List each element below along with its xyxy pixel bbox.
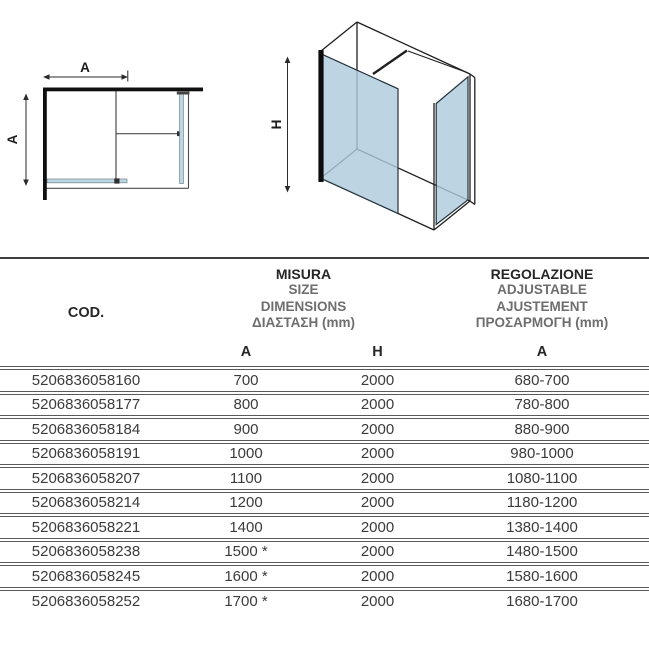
- glass-panel-iso-left: [321, 54, 398, 214]
- a-cell: 900: [172, 417, 320, 442]
- a-cell: 1100: [172, 466, 320, 491]
- h-cell: 2000: [320, 417, 435, 442]
- a-cell: 700: [172, 368, 320, 393]
- adjust-cell: 1180-1200: [435, 491, 649, 516]
- h-cell: 2000: [320, 589, 435, 614]
- h-cell: 2000: [320, 564, 435, 589]
- h-cell: 2000: [320, 442, 435, 467]
- wall-bracket: [177, 92, 190, 95]
- size-header-en: SIZE: [288, 282, 319, 297]
- adjust-header-gr: ΠΡΟΣΑΡΜΟΓΗ (mm): [475, 315, 609, 330]
- cod-cell: 5206836058184: [0, 417, 172, 442]
- support-bar: [373, 51, 407, 75]
- table-row: [0, 491, 649, 516]
- a-cell: 1600 *: [172, 564, 320, 589]
- size-column-header: [172, 258, 435, 338]
- h-cell: 2000: [320, 466, 435, 491]
- cod-column-header: COD.: [67, 304, 105, 321]
- cod-cell: 5206836058252: [0, 589, 172, 614]
- table-row: [0, 368, 649, 393]
- adjust-cell: 1080-1100: [435, 466, 649, 491]
- adjust-cell: 980-1000: [435, 442, 649, 467]
- size-header-it: MISURA: [275, 265, 332, 282]
- cod-cell: 5206836058207: [0, 466, 172, 491]
- technical-drawings: [0, 0, 649, 256]
- adjust-header-it: REGOLAZIONE: [490, 265, 594, 282]
- adjustable-column-header: [435, 258, 649, 338]
- adjust-cell: 1580-1600: [435, 564, 649, 589]
- glass-panel-plan-right: [180, 93, 184, 184]
- cod-cell: 5206836058191: [0, 442, 172, 467]
- wall-edge-iso: [318, 50, 323, 182]
- wall-top: [43, 88, 203, 92]
- a-cell: 1200: [172, 491, 320, 516]
- iso-height-label: H: [269, 119, 284, 130]
- table-row: [0, 393, 649, 418]
- subheader-a: A: [240, 344, 252, 360]
- table-header-row: [0, 258, 649, 338]
- cod-cell: 5206836058160: [0, 368, 172, 393]
- adjust-cell: 880-900: [435, 417, 649, 442]
- a-cell: 800: [172, 393, 320, 418]
- cod-cell: 5206836058245: [0, 564, 172, 589]
- h-cell: 2000: [320, 491, 435, 516]
- table-row: [0, 540, 649, 565]
- adjust-header-fr: AJUSTEMENT: [496, 298, 588, 314]
- plan-view-diagram: [5, 60, 203, 200]
- adjust-cell: 680-700: [435, 368, 649, 393]
- table-row: [0, 515, 649, 540]
- h-cell: 2000: [320, 393, 435, 418]
- table-row: [0, 417, 649, 442]
- plan-width-label: A: [80, 60, 90, 75]
- adjust-cell: 1480-1500: [435, 540, 649, 565]
- iso-view-diagram: [269, 22, 475, 230]
- a-cell: 1700 *: [172, 589, 320, 614]
- table-row: [0, 466, 649, 491]
- table-row: [0, 564, 649, 589]
- cod-cell: 5206836058221: [0, 515, 172, 540]
- size-header-fr: DIMENSIONS: [260, 298, 347, 314]
- plan-depth-label: A: [5, 134, 20, 145]
- glass-panel-iso-right: [436, 77, 468, 225]
- adjust-cell: 1680-1700: [435, 589, 649, 614]
- cod-cell: 5206836058214: [0, 491, 172, 516]
- size-header-gr: ΔΙΑΣΤΑΣΗ (mm): [252, 315, 355, 330]
- wall-left: [43, 88, 47, 201]
- subheader-h: H: [372, 344, 383, 360]
- spec-table: [0, 257, 649, 613]
- h-cell: 2000: [320, 515, 435, 540]
- connector-square: [114, 178, 119, 183]
- a-cell: 1500 *: [172, 540, 320, 565]
- a-cell: 1400: [172, 515, 320, 540]
- cod-cell: 5206836058238: [0, 540, 172, 565]
- table-row: [0, 442, 649, 467]
- a-cell: 1000: [172, 442, 320, 467]
- adjust-cell: 1380-1400: [435, 515, 649, 540]
- subheader-a-adjust: A: [536, 344, 548, 360]
- h-cell: 2000: [320, 368, 435, 393]
- adjust-cell: 780-800: [435, 393, 649, 418]
- cod-cell: 5206836058177: [0, 393, 172, 418]
- h-cell: 2000: [320, 540, 435, 565]
- adjust-header-en: ADJUSTABLE: [497, 282, 587, 297]
- table-row: [0, 589, 649, 614]
